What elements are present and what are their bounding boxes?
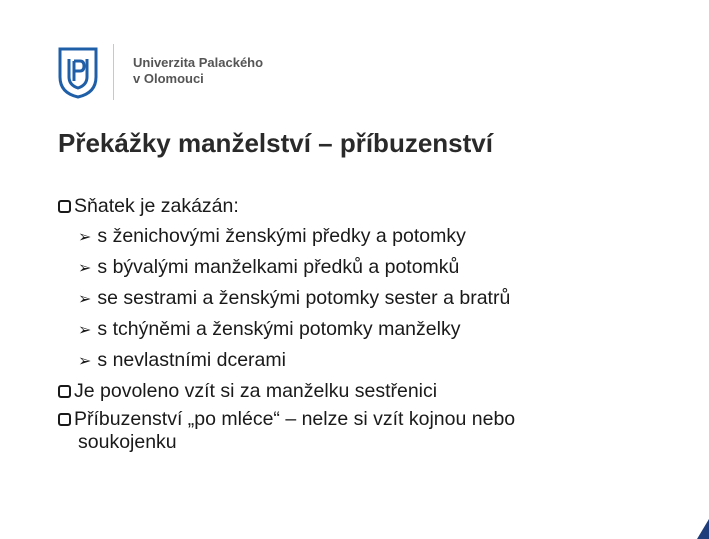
sub-list-item-text: s nevlastními dcerami [97,349,286,371]
arrow-bullet-icon: ➢ [78,351,92,370]
sub-list-item [58,314,515,345]
sub-list-item-text: s ženichovými ženskými předky a potomky [97,225,466,247]
list-item [58,191,515,221]
slide-content [58,191,515,452]
arrow-bullet-icon: ➢ [78,258,92,277]
list-item-text: Je povoleno vzít si za manželku sestřenici [74,380,438,402]
list-item [58,376,515,406]
university-name-line1: Univerzita Palackého [133,55,264,70]
list-item-text: Příbuzenství „po mléce“ – nelze si vzít kojnou nebo [74,408,516,430]
checkbox-bullet-icon [58,413,71,426]
sub-list-item-text: s tchýněmi a ženskými potomky manželky [97,318,461,340]
sub-list-item-text: se sestrami a ženskými potomky sester a bratrů [97,287,511,309]
list-item-text: Sňatek je zakázán: [74,195,239,217]
sub-list-item-text: s bývalými manželkami předků a potomků [97,256,460,278]
arrow-bullet-icon: ➢ [78,320,92,339]
sub-list-item [58,252,515,283]
list-item-continuation [58,432,515,452]
corner-decoration [697,519,709,539]
checkbox-bullet-icon [58,385,71,398]
slide-title: Překážky manželství – příbuzenství [58,128,493,158]
university-name [133,55,263,87]
logo-divider [113,44,114,100]
sub-list-item [58,221,515,252]
checkbox-bullet-icon [58,200,71,213]
list-item [58,406,515,432]
arrow-bullet-icon: ➢ [78,227,92,246]
sub-list-item [58,283,515,314]
sub-list-item [58,345,515,376]
arrow-bullet-icon: ➢ [78,289,92,308]
list-item-continuation-text: soukojenku [78,431,177,453]
university-name-line2: v Olomouci [133,71,204,86]
university-shield-icon [58,47,98,99]
